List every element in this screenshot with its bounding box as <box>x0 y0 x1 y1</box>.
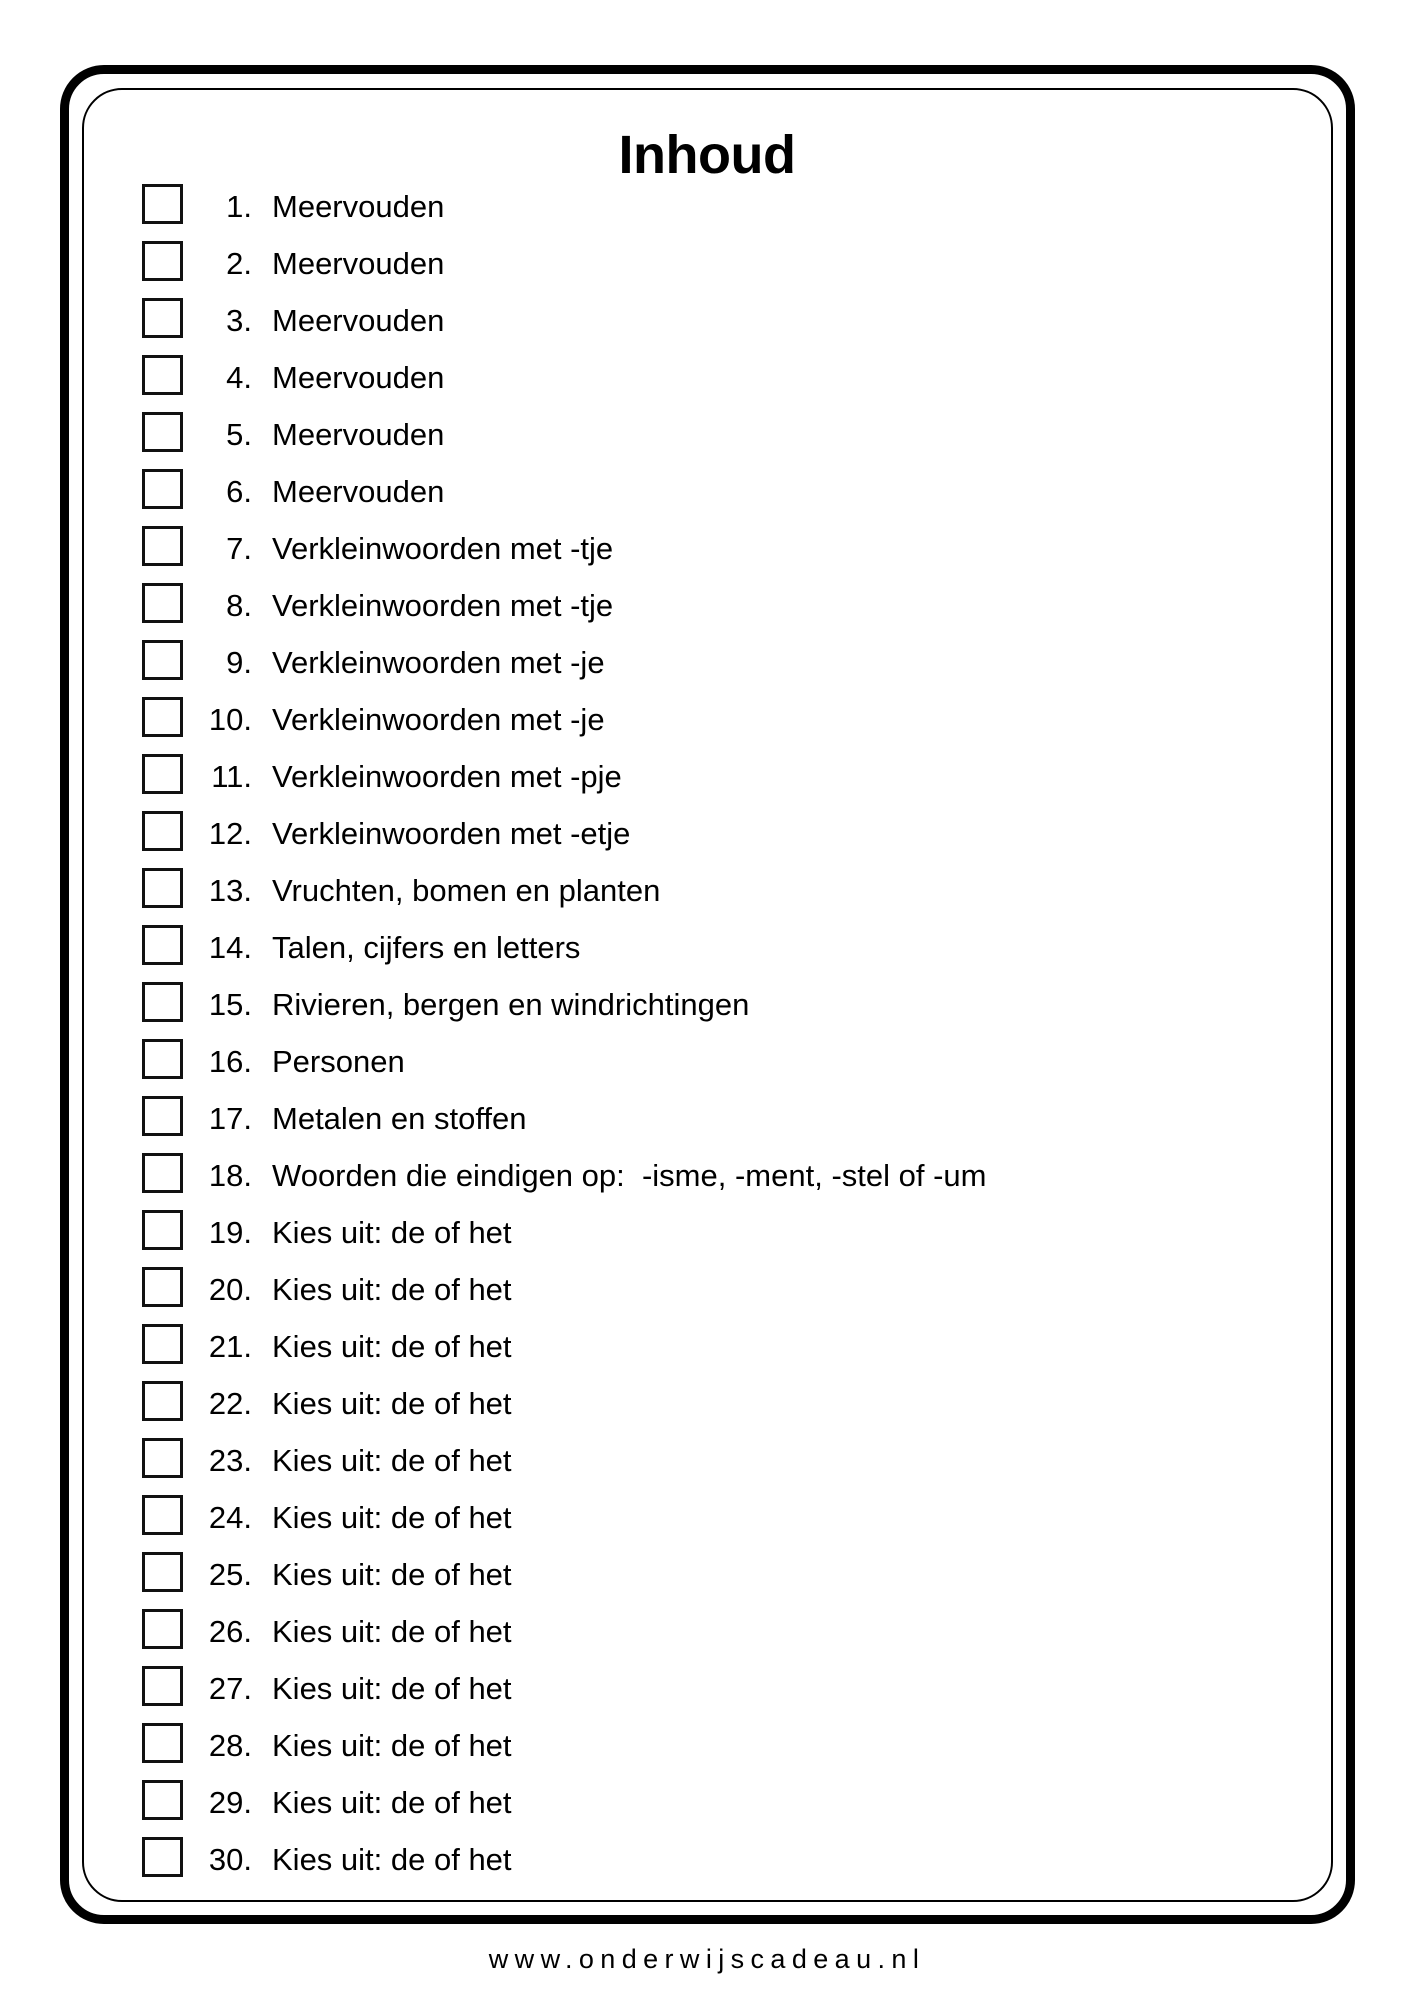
checkbox[interactable] <box>142 355 183 395</box>
checkbox[interactable] <box>142 982 183 1022</box>
page-title: Inhoud <box>618 125 796 185</box>
checkbox[interactable] <box>142 925 183 965</box>
checkbox[interactable] <box>142 1267 183 1307</box>
toc-item-number: 5. <box>226 417 252 452</box>
toc-item-number: 29. <box>208 1785 252 1820</box>
toc-item-number: 28. <box>208 1728 252 1763</box>
checkbox[interactable] <box>142 1039 183 1079</box>
toc-item-label: Kies uit: de of het <box>272 1557 512 1592</box>
checkbox[interactable] <box>142 1324 183 1364</box>
toc-item-label: Verkleinwoorden met -je <box>272 645 605 680</box>
toc-item-number: 21. <box>208 1329 252 1364</box>
checkbox[interactable] <box>142 1780 183 1820</box>
toc-item-number: 24. <box>208 1500 252 1535</box>
toc-item-label: Personen <box>272 1044 405 1079</box>
toc-item-number: 16. <box>208 1044 252 1079</box>
toc-item-label: Vruchten, bomen en planten <box>272 873 661 908</box>
toc-item-label: Kies uit: de of het <box>272 1443 512 1478</box>
toc-item-label: Kies uit: de of het <box>272 1215 512 1250</box>
toc-item-label: Woorden die eindigen op: -isme, -ment, -stel of -um <box>272 1158 987 1193</box>
toc-item-number: 19. <box>208 1215 252 1250</box>
toc-item-label: Verkleinwoorden met -etje <box>272 816 631 851</box>
checkbox[interactable] <box>142 583 183 623</box>
toc-item-number: 26. <box>208 1614 252 1649</box>
toc-item-number: 17. <box>208 1101 252 1136</box>
toc-item-label: Kies uit: de of het <box>272 1329 512 1364</box>
toc-item-label: Kies uit: de of het <box>272 1785 512 1820</box>
toc-item-label: Kies uit: de of het <box>272 1386 512 1421</box>
checkbox[interactable] <box>142 412 183 452</box>
toc-item-number: 3. <box>226 303 252 338</box>
checkbox[interactable] <box>142 1381 183 1421</box>
checkbox[interactable] <box>142 298 183 338</box>
toc-item-number: 11. <box>211 759 252 794</box>
toc-item-number: 23. <box>208 1443 252 1478</box>
toc-item-label: Kies uit: de of het <box>272 1728 512 1763</box>
toc-item-label: Kies uit: de of het <box>272 1671 512 1706</box>
toc-item-label: Meervouden <box>272 303 445 338</box>
checkbox[interactable] <box>142 469 183 509</box>
toc-item-label: Rivieren, bergen en windrichtingen <box>272 987 750 1022</box>
checkbox[interactable] <box>142 1837 183 1877</box>
toc-item-number: 15. <box>208 987 252 1022</box>
checkbox[interactable] <box>142 184 183 224</box>
toc-item-label: Meervouden <box>272 189 445 224</box>
toc-item-label: Kies uit: de of het <box>272 1614 512 1649</box>
toc-item-number: 14. <box>208 930 252 965</box>
toc-item-number: 1. <box>226 189 252 224</box>
toc-item-number: 6. <box>226 474 252 509</box>
toc-item-label: Verkleinwoorden met -tje <box>272 588 614 623</box>
toc-item-label: Meervouden <box>272 246 445 281</box>
toc-item-label: Verkleinwoorden met -pje <box>272 759 622 794</box>
toc-item-number: 27. <box>208 1671 252 1706</box>
toc-item-number: 4. <box>226 360 252 395</box>
checkbox[interactable] <box>142 868 183 908</box>
checkbox[interactable] <box>142 811 183 851</box>
toc-item-number: 22. <box>208 1386 252 1421</box>
checkbox[interactable] <box>142 526 183 566</box>
toc-item-number: 7. <box>226 531 252 566</box>
checkbox[interactable] <box>142 754 183 794</box>
toc-item-number: 30. <box>208 1842 252 1877</box>
toc-item-label: Kies uit: de of het <box>272 1842 512 1877</box>
toc-item-label: Verkleinwoorden met -tje <box>272 531 614 566</box>
checkbox[interactable] <box>142 1552 183 1592</box>
toc-item-number: 10. <box>208 702 252 737</box>
toc-item-label: Verkleinwoorden met -je <box>272 702 605 737</box>
checkbox[interactable] <box>142 1723 183 1763</box>
toc-item-number: 25. <box>208 1557 252 1592</box>
toc-item-number: 13. <box>208 873 252 908</box>
toc-item-label: Kies uit: de of het <box>272 1272 512 1307</box>
checkbox[interactable] <box>142 1495 183 1535</box>
toc-item-number: 12. <box>208 816 252 851</box>
checkbox[interactable] <box>142 1096 183 1136</box>
checkbox[interactable] <box>142 640 183 680</box>
checkbox[interactable] <box>142 1438 183 1478</box>
checkbox[interactable] <box>142 697 183 737</box>
toc-item-label: Talen, cijfers en letters <box>272 930 581 965</box>
checkbox[interactable] <box>142 241 183 281</box>
toc-item-number: 8. <box>226 588 252 623</box>
toc-item-label: Meervouden <box>272 360 445 395</box>
toc-item-number: 9. <box>226 645 252 680</box>
toc-item-number: 20. <box>208 1272 252 1307</box>
toc-item-number: 18. <box>208 1158 252 1193</box>
toc-item-label: Kies uit: de of het <box>272 1500 512 1535</box>
toc-item-label: Meervouden <box>272 417 445 452</box>
checkbox[interactable] <box>142 1210 183 1250</box>
checkbox[interactable] <box>142 1666 183 1706</box>
toc-item-label: Meervouden <box>272 474 445 509</box>
footer-website: www.onderwijscadeau.nl <box>488 1944 926 1974</box>
checkbox[interactable] <box>142 1153 183 1193</box>
toc-item-label: Metalen en stoffen <box>272 1101 527 1136</box>
checkbox[interactable] <box>142 1609 183 1649</box>
toc-item-number: 2. <box>226 246 252 281</box>
